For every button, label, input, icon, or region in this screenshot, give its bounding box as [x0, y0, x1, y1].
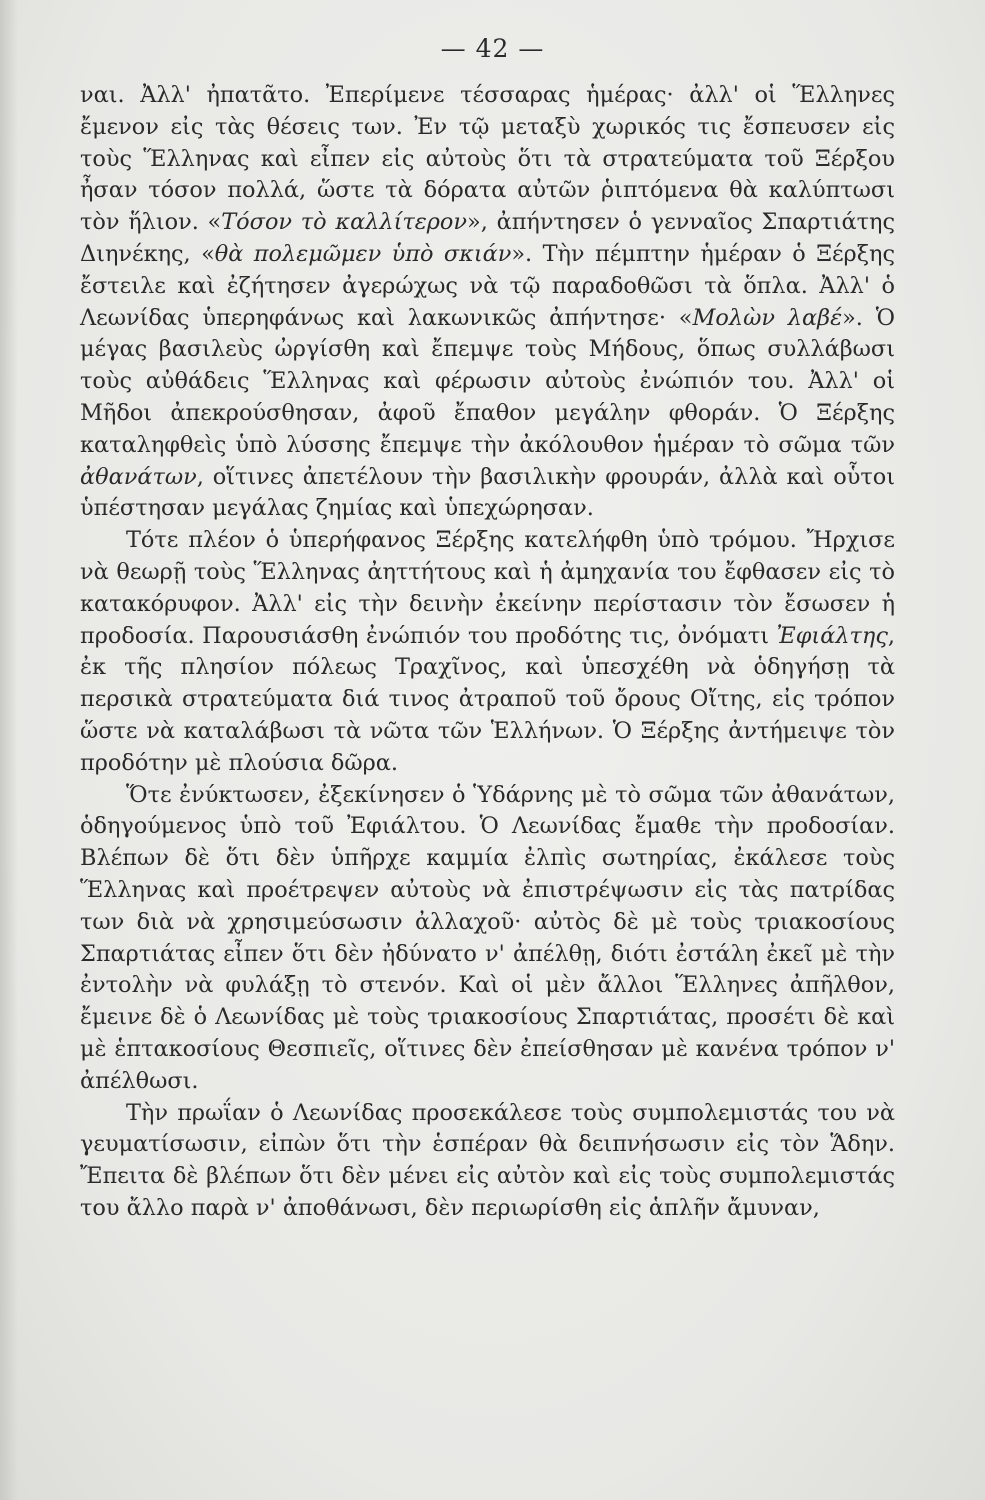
- text-segment: Τὴν πρωΐαν ὁ Λεωνίδας προσεκάλεσε τοὺς συμπολεμιστάς του νὰ γευματίσωσιν, εἰπὼν ὅτι τὴν ἑσπέραν θὰ δειπνήσωσιν εἰς τὸν Ἅδην. Ἔπειτα δὲ βλέπων ὅτι δὲν μένει εἰς αὐτὸν καὶ εἰς τοὺς συμπολεμιστάς του ἄλλο παρὰ ν' ἀποθάνωσι, δὲν περιωρίσθη εἰς ἁπλῆν ἄμυναν,: [80, 1099, 895, 1221]
- body-text: [80, 80, 895, 1225]
- text-segment: , οἵτινες ἀπετέλουν τὴν βασιλικὴν φρουράν, ἀλλὰ καὶ οὗτοι ὑπέστησαν μεγάλας ζημίας καὶ ὑπεχώρησαν.: [80, 463, 895, 522]
- paragraph-1: [80, 80, 895, 525]
- text-segment: Ὅτε ἐνύκτωσεν, ἐξεκίνησεν ὁ Ὑδάρνης μὲ τὸ σῶμα τῶν ἀθανάτων, ὁδηγούμενος ὑπὸ τοῦ Ἐφιάλτου. Ὁ Λεωνίδας ἔμαθε τὴν προδοσίαν. Βλέπων δὲ ὅτι δὲν ὑπῆρχε καμμία ἐλπὶς σωτηρίας, ἐκάλεσε τοὺς Ἕλληνας καὶ προέτρεψεν αὐτοὺς νὰ ἐπιστρέψωσιν εἰς τὰς πατρίδας των διὰ νὰ χρησιμεύσωσιν ἀλλαχοῦ· αὐτὸς δὲ μὲ τοὺς τριακοσίους Σπαρτιάτας εἶπεν ὅτι δὲν ἠδύνατο ν' ἀπέλθῃ, διότι ἐστάλη ἐκεῖ μὲ τὴν ἐντολὴν νὰ φυλάξῃ τὸ στενόν. Καὶ οἱ μὲν ἄλλοι Ἕλληνες ἀπῆλθον, ἔμεινε δὲ ὁ Λεωνίδας μὲ τοὺς τριακοσίους Σπαρτιάτας, προσέτι δὲ καὶ μὲ ἑπτακοσίους Θεσπιεῖς, οἵτινες δὲν ἐπείσθησαν μὲ κανένα τρόπον ν' ἀπέλθωσι.: [80, 781, 895, 1094]
- paragraph-4: [80, 1098, 895, 1225]
- text-segment: ». Ὁ μέγας βασιλεὺς ὠργίσθη καὶ ἔπεμψε τοὺς Μήδους, ὅπως συλλάβωσι τοὺς αὐθάδεις Ἕλληνας καὶ φέρωσιν αὐτοὺς ἐνώπιόν του. Ἀλλ' οἱ Μῆδοι ἀπεκρούσθησαν, ἀφοῦ ἔπαθον μεγάλην φθοράν. Ὁ Ξέρξης καταληφθεὶς ὑπὸ λύσσης ἔπεμψε τὴν ἀκόλουθον ἡμέραν τὸ σῶμα τῶν: [80, 304, 895, 458]
- emphasized-quote: Μολὼν λαβέ: [692, 304, 843, 331]
- emphasized-quote: θὰ πολεμῶμεν ὑπὸ σκιάν: [214, 240, 512, 267]
- spine-shadow: [0, 0, 18, 1500]
- emphasized-quote: Τόσον τὸ καλλίτερον: [221, 209, 468, 236]
- paragraph-3: [80, 780, 895, 1098]
- paragraph-2: [80, 525, 895, 779]
- emphasized-term: ἀθανάτων: [80, 463, 197, 490]
- text-segment: , ἐκ τῆς πλησίον πόλεως Τραχῖνος, καὶ ὑπεσχέθη νὰ ὁδηγήσῃ τὰ περσικὰ στρατεύματα διά τινος ἀτραποῦ τοῦ ὄρους Οἴτης, εἰς τρόπον ὥστε νὰ καταλάβωσι τὰ νῶτα τῶν Ἑλλήνων. Ὁ Ξέρξης ἀντήμειψε τὸν προδότην μὲ πλούσια δῶρα.: [80, 622, 895, 776]
- text-segment: ναι. Ἀλλ' ἠπατᾶτο. Ἐπερίμενε τέσσαρας ἡμέρας· ἀλλ' οἱ Ἕλληνες ἔμενον εἰς τὰς θέσεις των. Ἐν τῷ μεταξὺ χωρικός τις ἔσπευσεν εἰς τοὺς Ἕλληνας καὶ εἶπεν εἰς αὐτοὺς ὅτι τὰ στρατεύματα τοῦ Ξέρξου ἦσαν τόσον πολλά, ὥστε τὰ δόρατα αὐτῶν ῥιπτόμενα θὰ καλύπτωσι τὸν ἥλιον. «: [80, 82, 895, 236]
- page-number: — 42 —: [440, 34, 545, 63]
- emphasized-name: Ἐφιάλτης: [776, 622, 888, 649]
- text-segment: Τότε πλέον ὁ ὑπερήφανος Ξέρξης κατελήφθη ὑπὸ τρόμου. Ἤρχισε νὰ θεωρῇ τοὺς Ἕλληνας ἀηττήτους καὶ ἡ ἀμηχανία του ἔφθασεν εἰς τὸ κατακόρυφον. Ἀλλ' εἰς τὴν δεινὴν ἐκείνην περίστασιν τὸν ἔσωσεν ἡ προδοσία. Παρουσιάσθη ἐνώπιόν του προδότης τις, ὀνόματι: [80, 527, 895, 649]
- text-segment: », ἀπήντησεν ὁ γενναῖος Σπαρτιάτης Διηνέκης, «: [80, 209, 896, 267]
- text-segment: ». Τὴν πέμπτην ἡμέραν ὁ Ξέρξης ἔστειλε καὶ ἐζήτησεν ἀγερώχως νὰ τῷ παραδοθῶσι τὰ ὅπλα. Ἀλλ' ὁ Λεωνίδας ὑπερηφάνως καὶ λακωνικῶς ἀπήντησε· «: [80, 240, 895, 331]
